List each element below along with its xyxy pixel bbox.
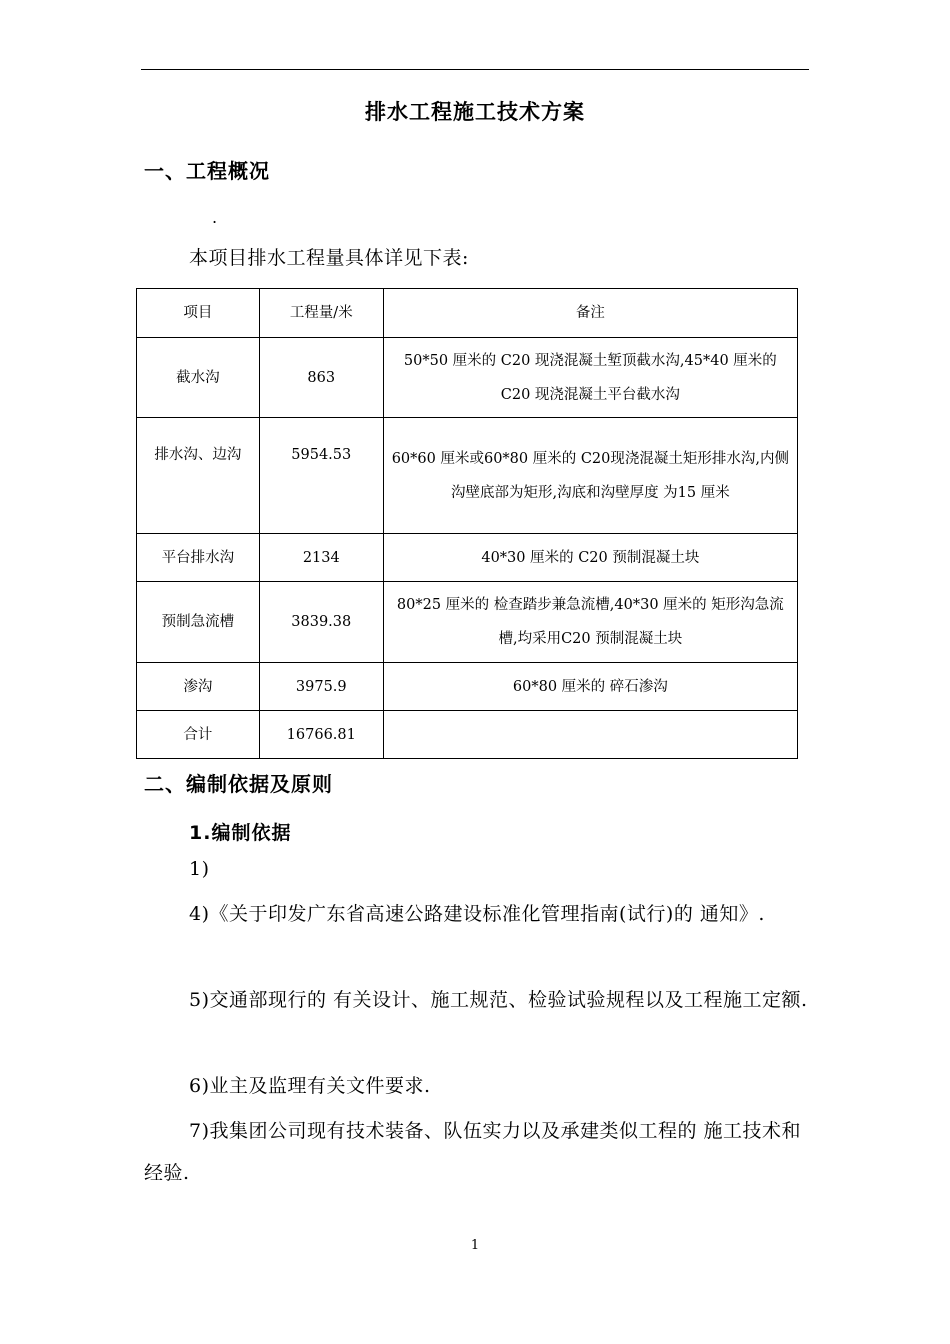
cell-note: 60*60 厘米或60*80 厘米的 C20现浇混凝土矩形排水沟,内侧沟壁底部为矩形,沟底和沟壁厚度 为15 厘米 [383,418,797,534]
cell-qty: 863 [259,338,383,418]
section-heading-overview: 一、工程概况 [144,159,270,183]
basis-item: 1) [189,858,210,880]
table-row [137,663,798,711]
document-title: 排水工程施工技术方案 [365,100,585,124]
basis-item: 6)业主及监理有关文件要求. [189,1075,431,1097]
cell-item: 排水沟、边沟 [137,418,260,534]
cell-note: 80*25 厘米的 检查踏步兼急流槽,40*30 厘米的 矩形沟急流槽,均采用C20 预制混凝土块 [383,582,797,663]
cell-item: 合计 [137,711,260,759]
quantity-table [136,288,798,759]
header-cell-note: 备注 [383,289,797,338]
header-cell-qty: 工程量/米 [259,289,383,338]
section-heading-basis: 二、编制依据及原则 [144,772,333,796]
cell-qty: 5954.53 [259,418,383,534]
table-row [137,534,798,582]
table-row [137,338,798,418]
basis-item: 4)《关于印发广东省高速公路建设标准化管理指南(试行)的 通知》. [189,903,765,925]
cell-qty: 3975.9 [259,663,383,711]
table-row-total [137,711,798,759]
subsection-heading-basis: 1.编制依据 [189,822,292,844]
table-row [137,418,798,534]
cell-note: 40*30 厘米的 C20 预制混凝土块 [383,534,797,582]
intro-paragraph: 本项目排水工程量具体详见下表: [189,247,469,269]
cell-item: 平台排水沟 [137,534,260,582]
cell-item: 预制急流槽 [137,582,260,663]
cell-note: 60*80 厘米的 碎石渗沟 [383,663,797,711]
cell-note [383,711,797,759]
cell-item: 截水沟 [137,338,260,418]
stray-dot: . [212,208,218,227]
header-cell-item: 项目 [137,289,260,338]
header-rule [141,69,809,70]
cell-item: 渗沟 [137,663,260,711]
basis-item: 5)交通部现行的 有关设计、施工规范、检验试验规程以及工程施工定额. [189,989,808,1011]
page-number: 1 [470,1238,480,1253]
cell-qty: 16766.81 [259,711,383,759]
cell-qty: 3839.38 [259,582,383,663]
cell-note: 50*50 厘米的 C20 现浇混凝土堑顶截水沟,45*40 厘米的 C20 现浇混凝土平台截水沟 [383,338,797,418]
basis-item: 7)我集团公司现有技术装备、队伍实力以及承建类似工程的 施工技术和经验. [144,1120,802,1184]
table-header-row [137,289,798,338]
cell-qty: 2134 [259,534,383,582]
table-row [137,582,798,663]
